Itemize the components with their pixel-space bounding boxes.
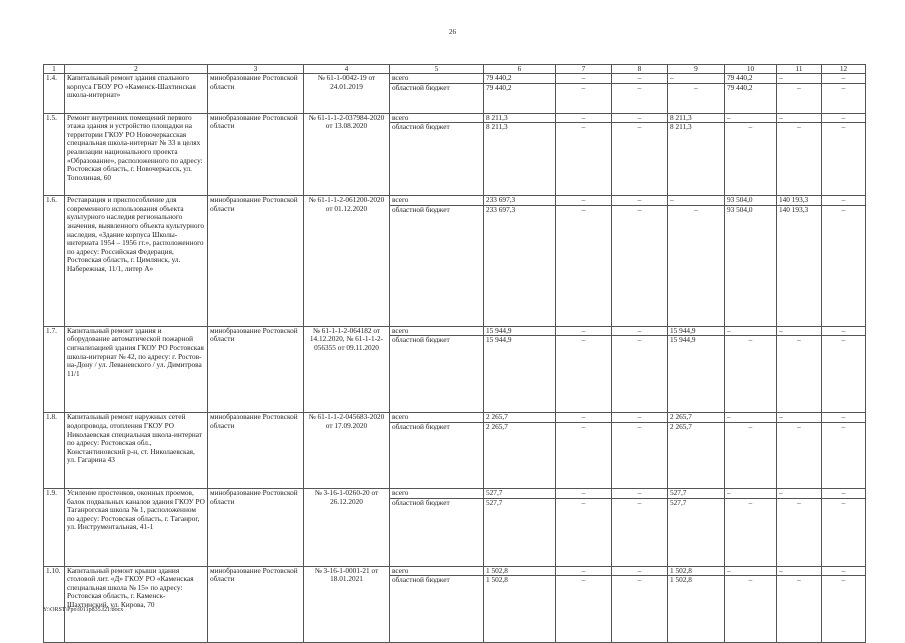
amount-cell: –	[668, 196, 725, 206]
table-row	[44, 488, 866, 498]
amount-cell: –	[777, 83, 822, 113]
amount-cell: –	[612, 205, 668, 326]
header-cell: 6	[484, 65, 556, 74]
amount-cell: 15 944,9	[484, 326, 556, 336]
funding-source: областной бюджет	[390, 422, 484, 488]
amount-cell: 15 944,9	[668, 336, 725, 413]
table-row	[44, 326, 866, 336]
amount-cell: 79 440,2	[725, 83, 777, 113]
funding-source: областной бюджет	[390, 498, 484, 566]
row-number: 1.8.	[44, 413, 65, 489]
amount-cell: –	[556, 413, 612, 423]
amount-cell: –	[822, 74, 866, 84]
amount-cell: –	[556, 336, 612, 413]
row-number: 1.5.	[44, 113, 65, 196]
amount-cell: –	[612, 74, 668, 84]
amount-cell: –	[612, 422, 668, 488]
executor: минобразование Ростовской области	[208, 413, 304, 489]
amount-cell: 8 211,3	[484, 123, 556, 196]
amount-cell: 233 697,3	[484, 196, 556, 206]
amount-cell: –	[822, 326, 866, 336]
amount-cell: –	[822, 123, 866, 196]
funding-source: всего	[390, 113, 484, 123]
funding-source: областной бюджет	[390, 576, 484, 643]
object-name: Ремонт внутренних помещений первого этажа здания и устройство площадки на территории ГКОУ РО Новочеркасская специальная школа-интернат № 33 в целях реализации национального проекта «Образование», расположенного по адресу: Ростовская область, г. Новочеркасск, ул. Тополиная, 60	[65, 113, 208, 196]
amount-cell: –	[725, 488, 777, 498]
expertise-document: № 61-1-1-2-045683-2020 от 17.09.2020	[304, 413, 390, 489]
amount-cell: –	[725, 123, 777, 196]
object-name: Капитальный ремонт крыши здания столовой лит. «Д» ГКОУ РО «Каменская специальная школа № 15» по адресу: Ростовская область, г. Каменск-Шахтинский, ул. Кирова, 70	[65, 566, 208, 643]
amount-cell: –	[822, 566, 866, 576]
executor: минобразование Ростовской области	[208, 326, 304, 413]
header-cell: 12	[822, 65, 866, 74]
amount-cell: –	[725, 413, 777, 423]
amount-cell: –	[822, 488, 866, 498]
amount-cell: 1 502,8	[668, 576, 725, 643]
amount-cell: –	[777, 113, 822, 123]
program-table	[43, 64, 866, 643]
table-row	[44, 74, 866, 84]
header-row	[44, 65, 866, 74]
amount-cell: –	[556, 498, 612, 566]
row-number: 1.10.	[44, 566, 65, 643]
funding-source: всего	[390, 566, 484, 576]
amount-cell: –	[612, 123, 668, 196]
table-row	[44, 413, 866, 423]
amount-cell: –	[668, 205, 725, 326]
amount-cell: –	[725, 113, 777, 123]
amount-cell: –	[556, 205, 612, 326]
executor: минобразование Ростовской области	[208, 74, 304, 114]
amount-cell: –	[777, 326, 822, 336]
amount-cell: –	[777, 576, 822, 643]
row-number: 1.4.	[44, 74, 65, 114]
amount-cell: –	[612, 336, 668, 413]
header-cell: 3	[208, 65, 304, 74]
funding-source: всего	[390, 196, 484, 206]
amount-cell: 2 265,7	[484, 422, 556, 488]
amount-cell: 2 265,7	[484, 413, 556, 423]
funding-source: областной бюджет	[390, 336, 484, 413]
amount-cell: –	[777, 336, 822, 413]
amount-cell: 527,7	[484, 498, 556, 566]
amount-cell: 2 265,7	[668, 422, 725, 488]
amount-cell: –	[556, 196, 612, 206]
amount-cell: –	[556, 123, 612, 196]
header-cell: 5	[390, 65, 484, 74]
amount-cell: –	[777, 566, 822, 576]
row-number: 1.6.	[44, 196, 65, 327]
amount-cell: 140 193,3	[777, 205, 822, 326]
row-number: 1.9.	[44, 488, 65, 566]
amount-cell: –	[822, 498, 866, 566]
amount-cell: –	[725, 326, 777, 336]
amount-cell: 8 211,3	[484, 113, 556, 123]
table-row	[44, 113, 866, 123]
header-cell: 8	[612, 65, 668, 74]
executor: минобразование Ростовской области	[208, 113, 304, 196]
amount-cell: –	[612, 413, 668, 423]
amount-cell: –	[725, 336, 777, 413]
amount-cell: –	[556, 422, 612, 488]
executor: минобразование Ростовской области	[208, 196, 304, 327]
funding-source: областной бюджет	[390, 205, 484, 326]
amount-cell: –	[612, 196, 668, 206]
expertise-document: № 3-16-1-0260-20 от 26.12.2020	[304, 488, 390, 566]
header-cell: 10	[725, 65, 777, 74]
page-number: 26	[449, 28, 456, 36]
amount-cell: 79 440,2	[484, 83, 556, 113]
amount-cell: –	[556, 74, 612, 84]
amount-cell: –	[725, 576, 777, 643]
amount-cell: –	[777, 498, 822, 566]
amount-cell: 527,7	[668, 488, 725, 498]
funding-source: всего	[390, 413, 484, 423]
amount-cell: –	[725, 422, 777, 488]
amount-cell: –	[725, 566, 777, 576]
header-cell: 7	[556, 65, 612, 74]
amount-cell: –	[725, 498, 777, 566]
header-cell: 4	[304, 65, 390, 74]
row-number: 1.7.	[44, 326, 65, 413]
amount-cell: –	[777, 74, 822, 84]
amount-cell: –	[668, 83, 725, 113]
amount-cell: –	[777, 123, 822, 196]
amount-cell: 79 440,2	[484, 74, 556, 84]
amount-cell: –	[777, 488, 822, 498]
amount-cell: –	[612, 326, 668, 336]
amount-cell: –	[668, 74, 725, 84]
amount-cell: –	[556, 488, 612, 498]
amount-cell: 93 504,0	[725, 205, 777, 326]
amount-cell: 233 697,3	[484, 205, 556, 326]
amount-cell: –	[556, 576, 612, 643]
object-name: Реставрация и приспособление для современного использования объекта культурного наследия регионального значения, выявленного объекта культурного наследия, «Здание корпуса Школы-интерната 1954 – 1956 гг.», расположенного по адресу: Российская Федерация, Ростовская область, г. Цимлянск, ул. Набережная, 11/1, литер А»	[65, 196, 208, 327]
amount-cell: 2 265,7	[668, 413, 725, 423]
amount-cell: –	[612, 566, 668, 576]
amount-cell: 1 502,8	[484, 566, 556, 576]
header-cell: 1	[44, 65, 65, 74]
amount-cell: –	[777, 422, 822, 488]
file-path-footer: Y:\ORST\Ppo\l011p835.f21.docx	[43, 607, 124, 613]
funding-source: всего	[390, 74, 484, 84]
amount-cell: –	[556, 83, 612, 113]
amount-cell: –	[612, 498, 668, 566]
amount-cell: –	[822, 413, 866, 423]
expertise-document: № 61-1-1-2-037984-2020 от 13.08.2020	[304, 113, 390, 196]
table-row	[44, 566, 866, 576]
amount-cell: –	[612, 488, 668, 498]
expertise-document: № 3-16-1-0001-21 от 18.01.2021	[304, 566, 390, 643]
amount-cell: 1 502,8	[484, 576, 556, 643]
amount-cell: –	[822, 113, 866, 123]
amount-cell: 1 502,8	[668, 566, 725, 576]
header-cell: 2	[65, 65, 208, 74]
amount-cell: 140 193,3	[777, 196, 822, 206]
amount-cell: –	[822, 576, 866, 643]
amount-cell: –	[777, 413, 822, 423]
executor: минобразование Ростовской области	[208, 488, 304, 566]
object-name: Капитальный ремонт здания спального корпуса ГБОУ РО «Каменск-Шахтинская школа-интернат»	[65, 74, 208, 114]
amount-cell: –	[612, 113, 668, 123]
amount-cell: –	[822, 336, 866, 413]
amount-cell: –	[612, 83, 668, 113]
amount-cell: 93 504,0	[725, 196, 777, 206]
amount-cell: 8 211,3	[668, 113, 725, 123]
amount-cell: 79 440,2	[725, 74, 777, 84]
funding-source: областной бюджет	[390, 83, 484, 113]
executor: минобразование Ростовской области	[208, 566, 304, 643]
amount-cell: 15 944,9	[668, 326, 725, 336]
amount-cell: 8 211,3	[668, 123, 725, 196]
funding-source: всего	[390, 326, 484, 336]
funding-source: всего	[390, 488, 484, 498]
amount-cell: 15 944,9	[484, 336, 556, 413]
funding-source: областной бюджет	[390, 123, 484, 196]
amount-cell: –	[822, 196, 866, 206]
object-name: Капитальный ремонт здания и оборудование автоматической пожарной сигнализацией здания ГКОУ РО Ростовская школа-интернат № 42, по адресу: г. Ростов-на-Дону / ул. Леваневского / ул. Димитрова 11/1	[65, 326, 208, 413]
header-cell: 11	[777, 65, 822, 74]
amount-cell: 527,7	[668, 498, 725, 566]
expertise-document: № 61-1-0042-19 от 24.01.2019	[304, 74, 390, 114]
amount-cell: –	[822, 205, 866, 326]
header-cell: 9	[668, 65, 725, 74]
object-name: Усиление простенков, оконных проемов, балок подвальных каналов здания ГКОУ РО Таганрогская школа № 1, расположенном по адресу: Ростовская область, г. Таганрог, ул. Инструментальная, 41-1	[65, 488, 208, 566]
amount-cell: –	[822, 422, 866, 488]
amount-cell: –	[556, 326, 612, 336]
amount-cell: –	[612, 576, 668, 643]
amount-cell: –	[822, 83, 866, 113]
table-row	[44, 196, 866, 206]
amount-cell: –	[556, 113, 612, 123]
object-name: Капитальный ремонт наружных сетей водопровода, отопления ГКОУ РО Николаевская специальная школа-интернат по адресу: Ростовская обл., Константиновский р-н, ст. Николаевская, ул. Гагарина 43	[65, 413, 208, 489]
amount-cell: 527,7	[484, 488, 556, 498]
expertise-document: № 61-1-1-2-064182 от 14.12.2020, № 61-1-1-2-056355 от 09.11.2020	[304, 326, 390, 413]
expertise-document: № 61-1-1-2-061200-2020 от 01.12.2020	[304, 196, 390, 327]
amount-cell: –	[556, 566, 612, 576]
